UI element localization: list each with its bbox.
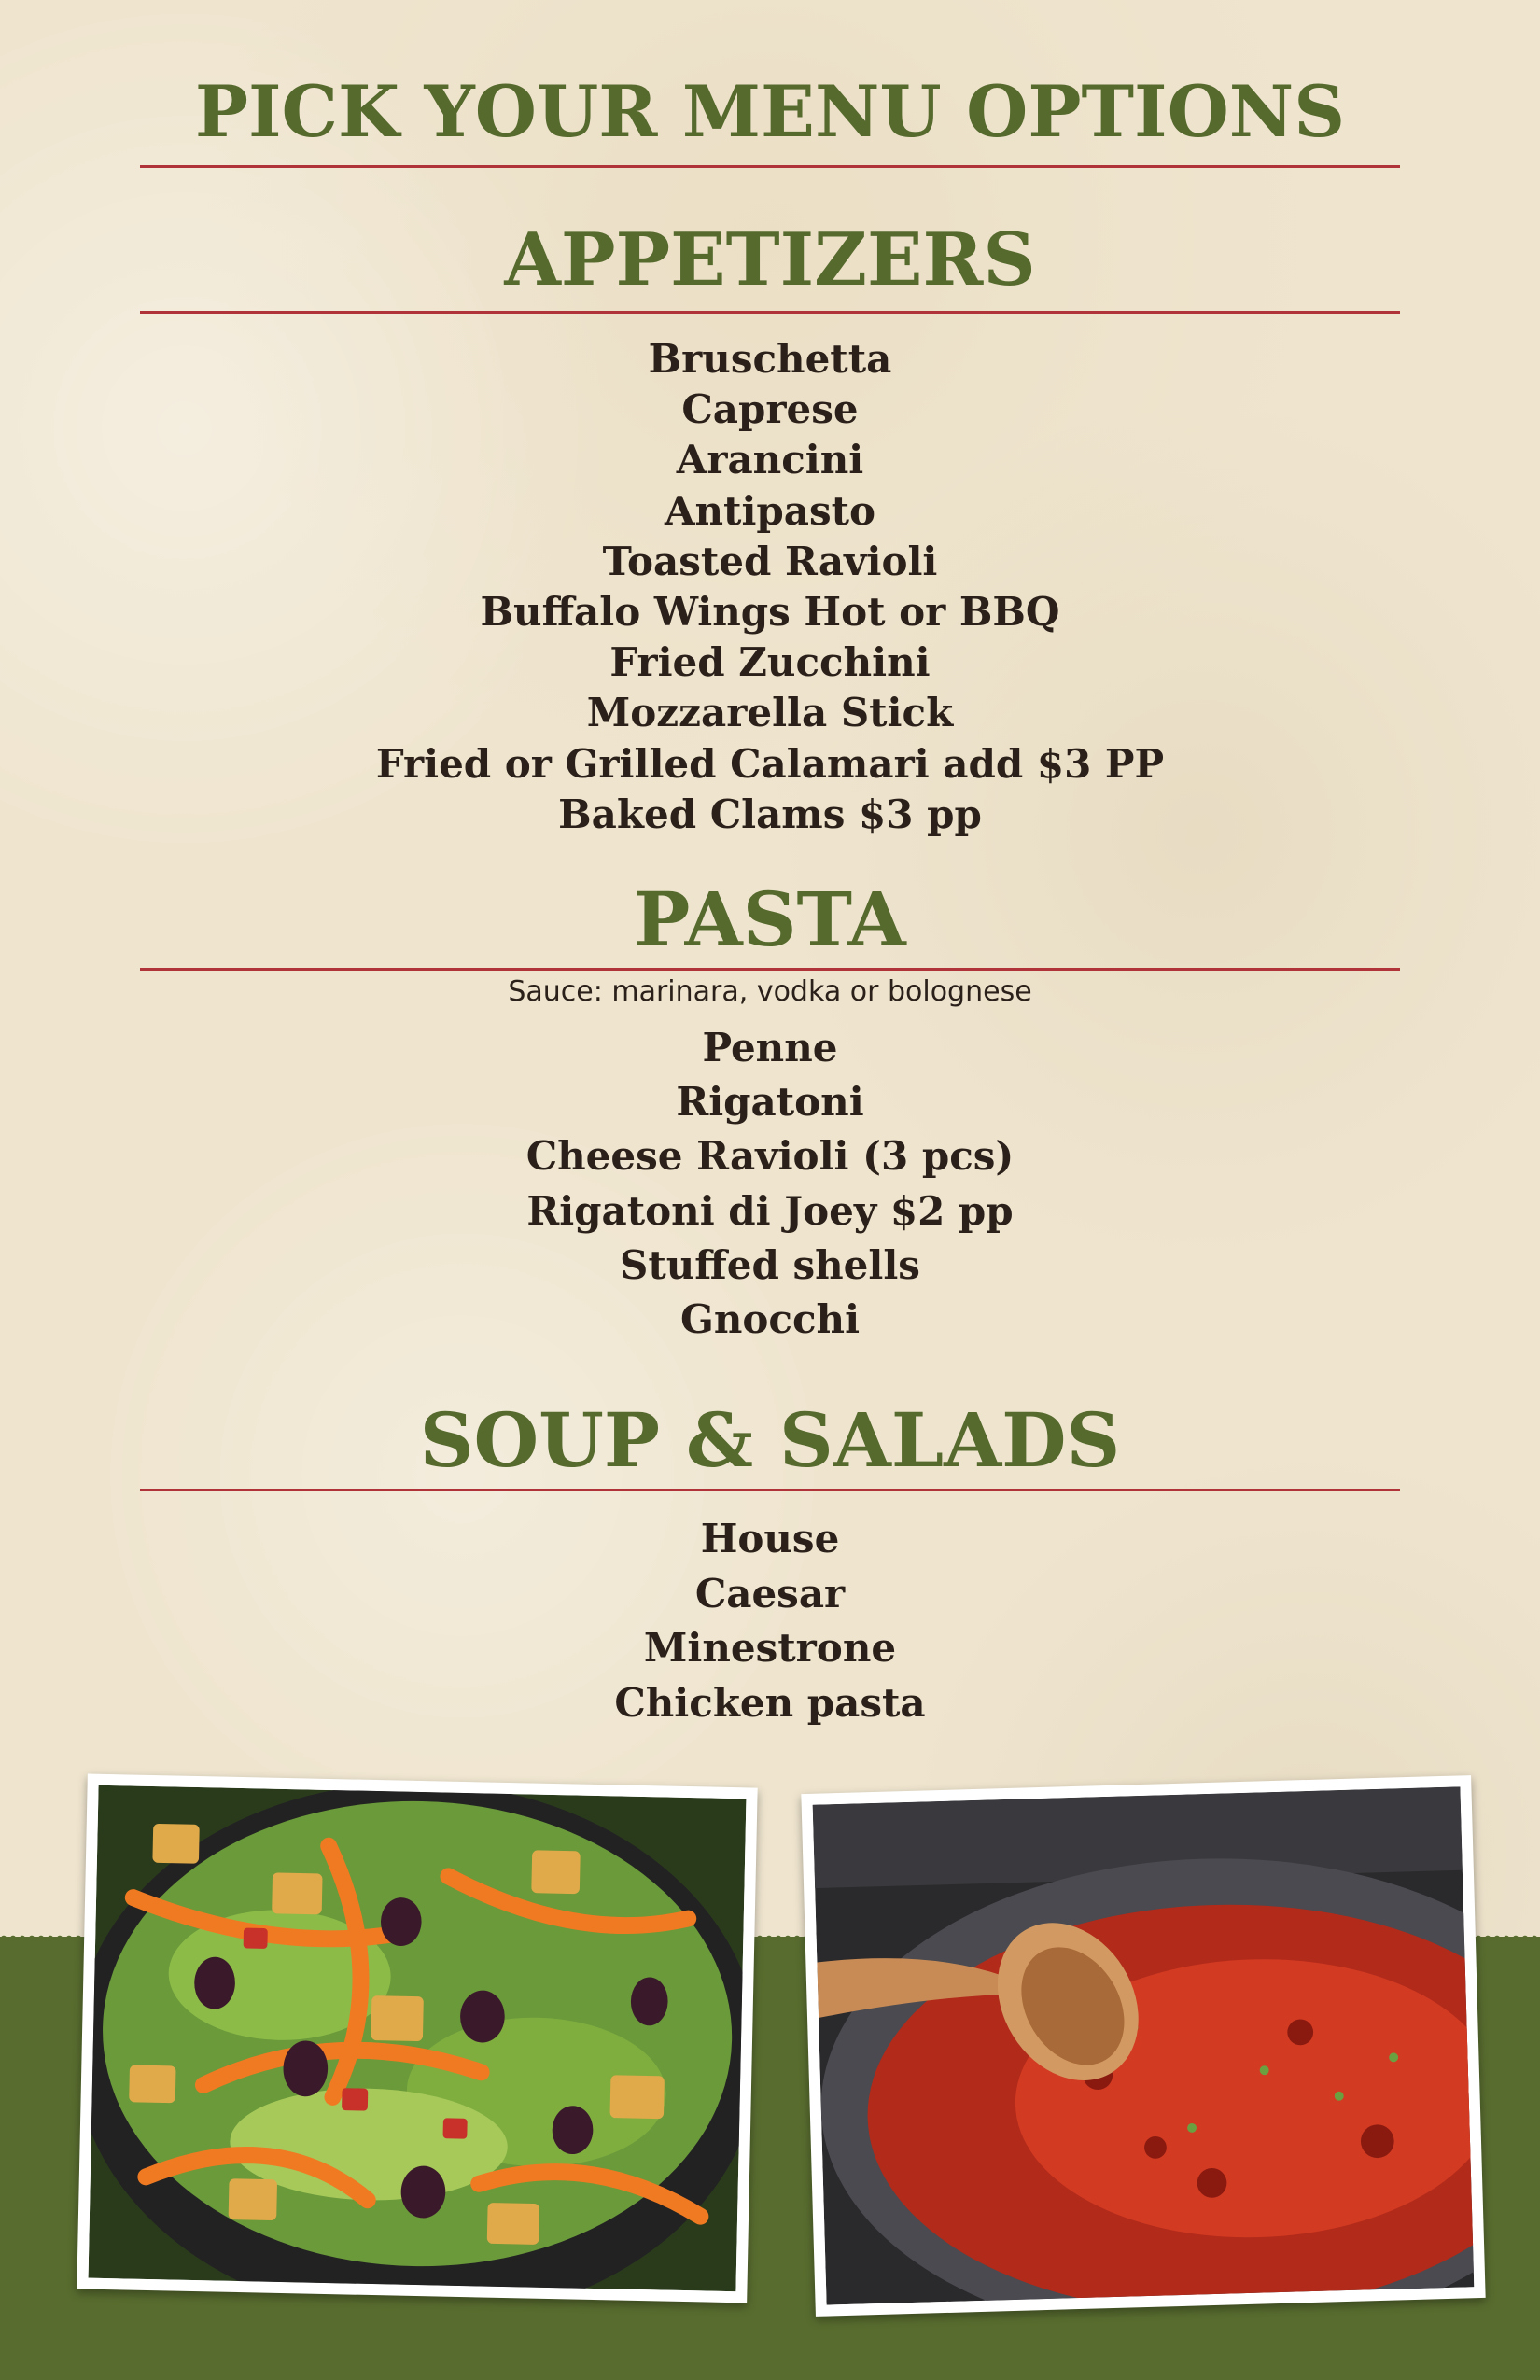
list-item: Antipasto (664, 487, 876, 534)
list-item: Penne (702, 1025, 838, 1071)
appetizers-rule (140, 311, 1400, 314)
list-item: Fried Zucchini (609, 639, 931, 686)
list-item: Rigatoni di Joey $2 pp (526, 1187, 1014, 1234)
list-item: Arancini (676, 437, 864, 483)
list-item: Rigatoni (676, 1079, 864, 1126)
salad-image (89, 1785, 747, 2291)
list-item: Gnocchi (679, 1296, 861, 1343)
list-item: Chicken pasta (614, 1679, 926, 1726)
list-item: House (700, 1516, 840, 1561)
salad-photo (77, 1774, 757, 2303)
pasta-sauce-note: Sauce: marinara, vodka or bolognese (508, 975, 1032, 1008)
list-item: Caesar (694, 1570, 846, 1617)
list-item: Cheese Ravioli (3 pcs) (525, 1133, 1015, 1180)
list-item: Mozzarella Stick (586, 690, 954, 736)
appetizers-heading: APPETIZERS (504, 217, 1036, 302)
sauce-pan-photo (801, 1775, 1485, 2317)
soup-salads-list (0, 1512, 1540, 1730)
pasta-heading: PASTA (634, 875, 906, 963)
list-item: Bruschetta (648, 336, 892, 382)
list-item: Buffalo Wings Hot or BBQ (480, 589, 1060, 636)
list-item: Caprese (681, 386, 859, 433)
list-item: Fried or Grilled Calamari add $3 PP (375, 740, 1165, 787)
list-item: Minestrone (643, 1625, 897, 1671)
pasta-list (0, 1021, 1540, 1347)
soup-salads-heading: SOUP & SALADS (419, 1396, 1121, 1484)
sauce-pan-image (813, 1786, 1475, 2304)
appetizers-list (0, 334, 1540, 840)
list-item: Toasted Ravioli (602, 538, 938, 584)
list-item: Stuffed shells (620, 1241, 920, 1288)
title-rule (140, 165, 1400, 168)
list-item: Baked Clams $3 pp (558, 791, 982, 837)
pasta-rule (140, 968, 1400, 971)
page-title: PICK YOUR MENU OPTIONS (194, 70, 1346, 153)
soup-salads-rule (140, 1489, 1400, 1491)
